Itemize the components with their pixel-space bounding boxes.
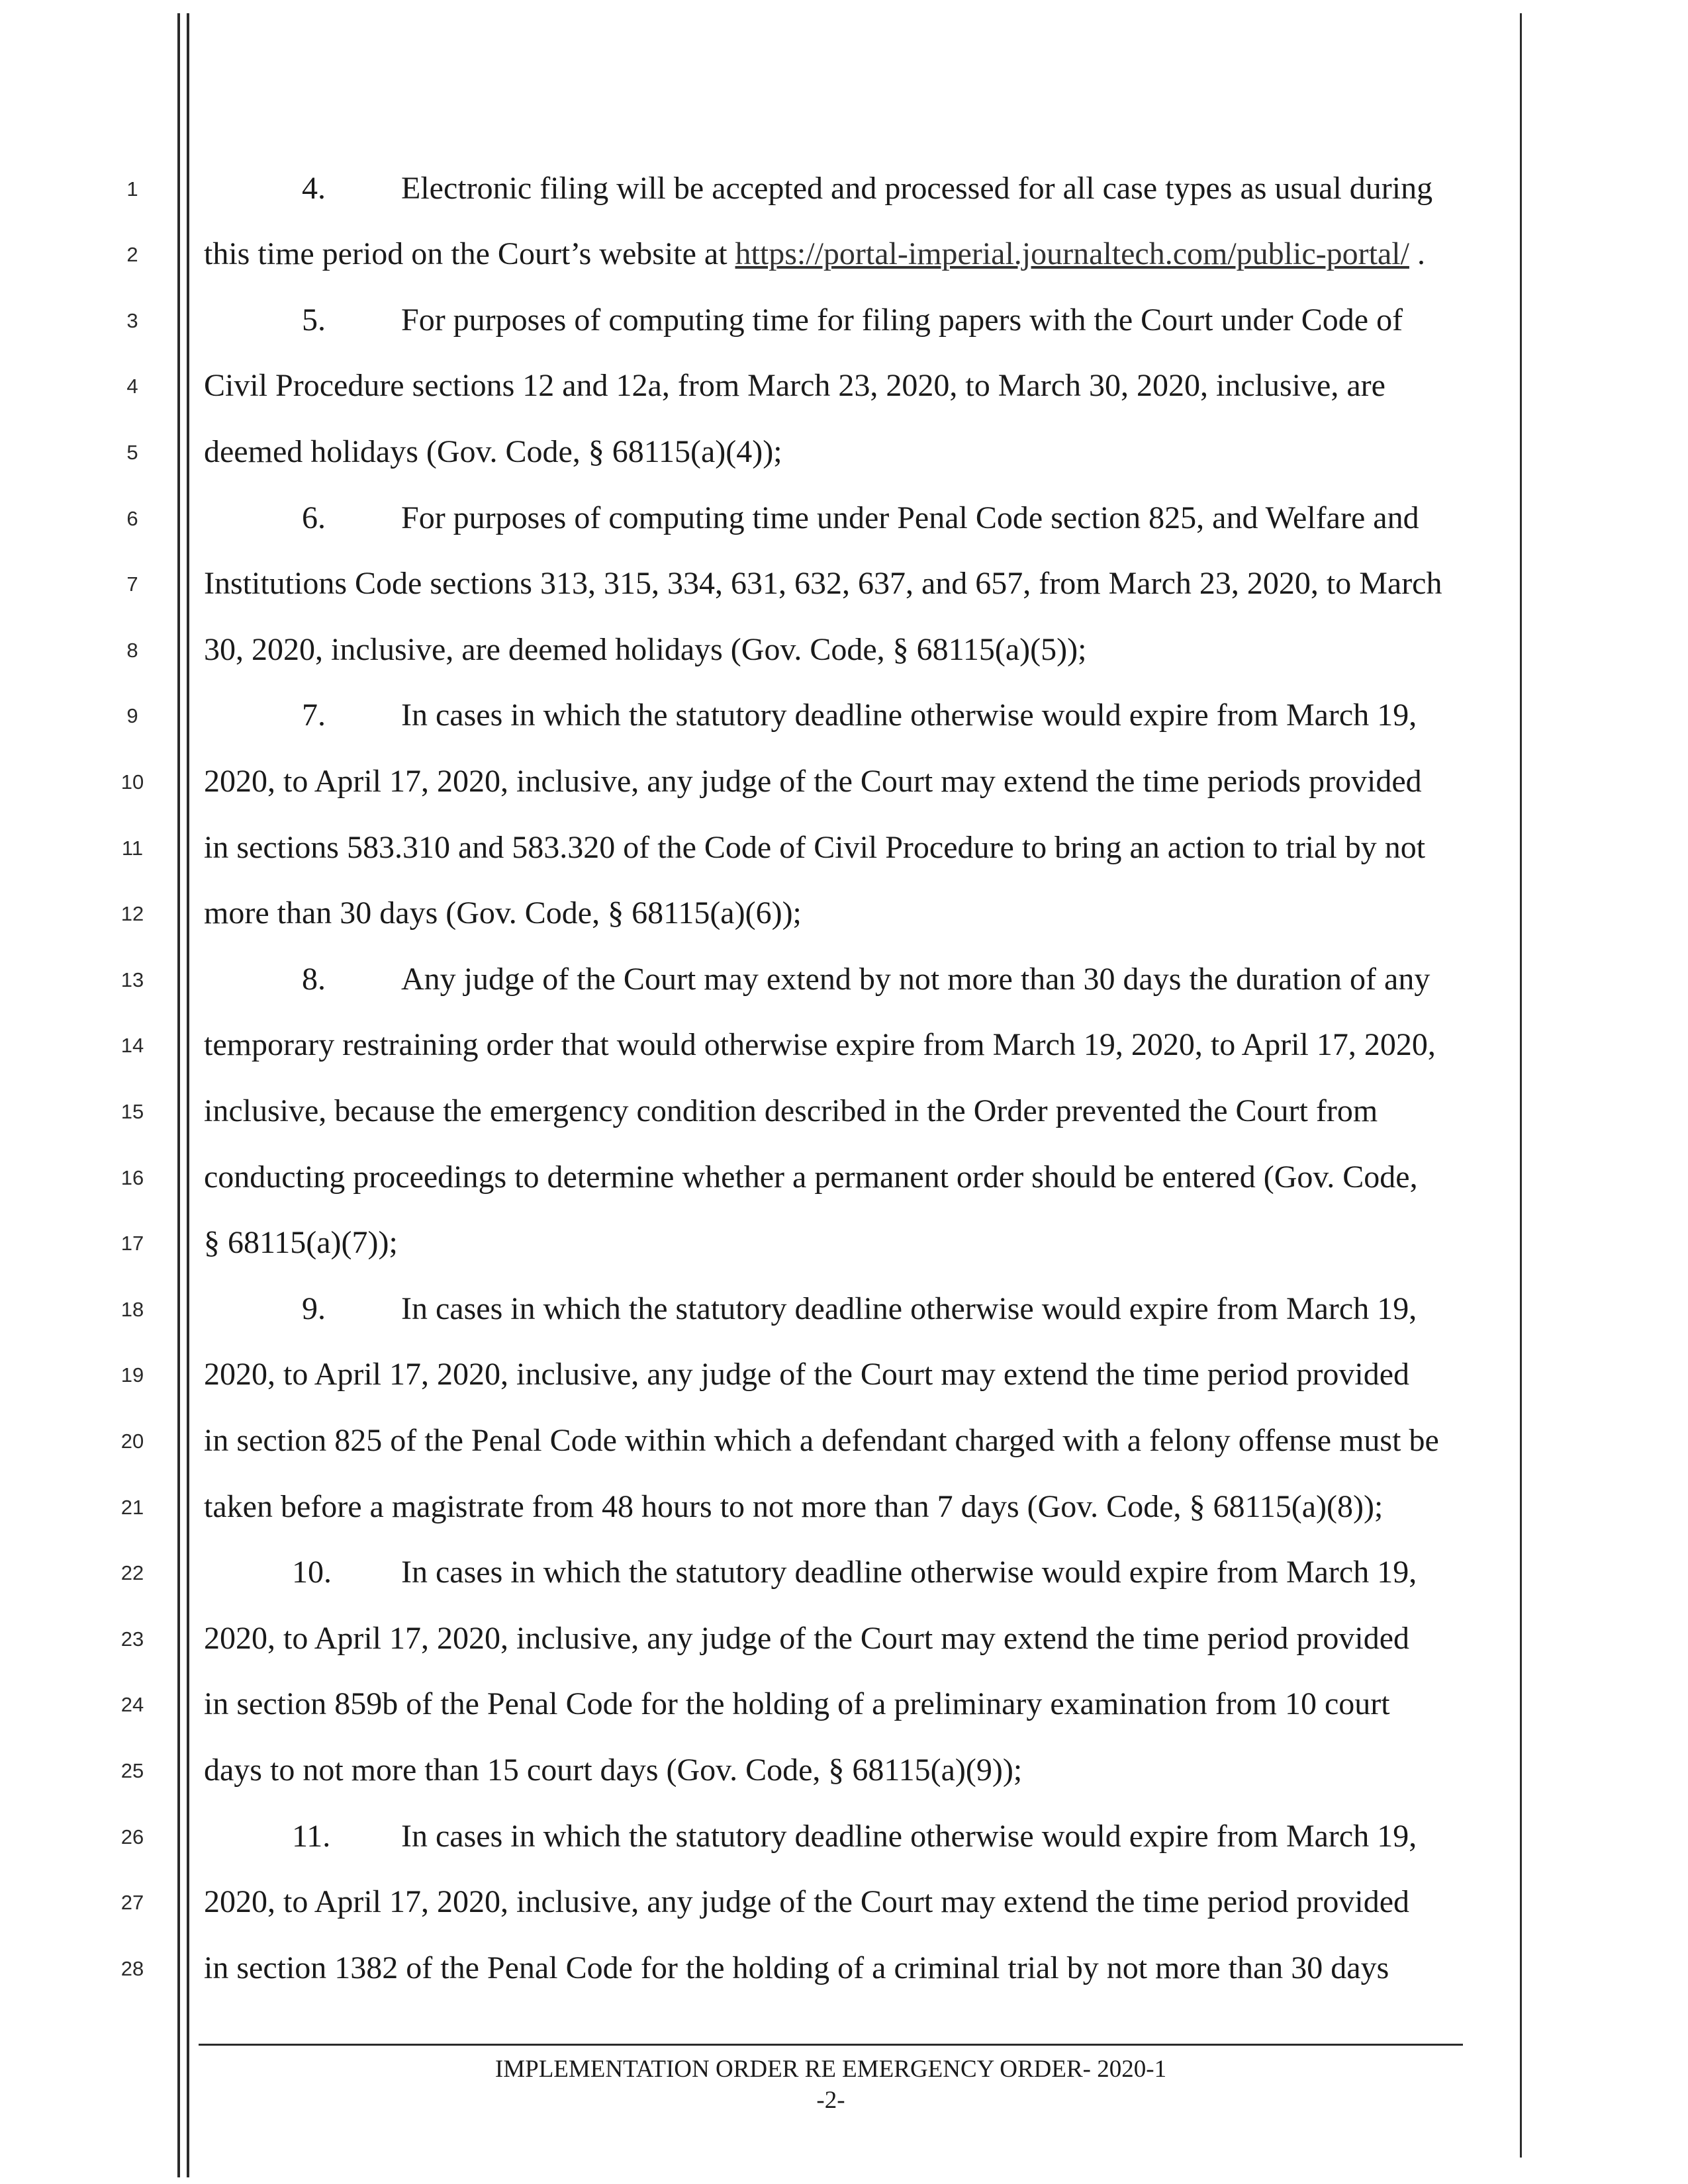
paragraph-9-line-4: taken before a magistrate from 48 hours to not more than 7 days (Gov. Code, § 68115(a)(8)); [204,1489,1383,1524]
line-number: 28 [120,1957,144,1980]
paragraph-text: In cases in which the statutory deadline otherwise would expire from March 19, [401,1291,1417,1326]
paragraph-text: Electronic filing will be accepted and processed for all case types as usual during [401,171,1433,206]
line-number: 1 [126,177,138,201]
paragraph-number: 10. [292,1555,332,1590]
paragraph-number: 11. [292,1819,331,1854]
line-number: 13 [120,968,144,991]
line-number: 27 [120,1891,144,1914]
line-number: 12 [120,902,144,925]
paragraph-6-line-3: 30, 2020, inclusive, are deemed holidays (Gov. Code, § 68115(a)(5)); [204,632,1087,667]
line-number: 3 [126,309,138,332]
line-number: 6 [126,507,138,530]
paragraph-text: In cases in which the statutory deadline otherwise would expire from March 19, [401,1555,1417,1590]
paragraph-number: 9. [302,1291,326,1326]
paragraph-8-line-1 [204,964,1430,995]
paragraph-6-line-1 [204,502,1419,534]
line-number: 26 [120,1825,144,1848]
paragraph-text: this time period on the Court’s website at [204,236,735,271]
paragraph-text: For purposes of computing time under Penal Code section 825, and Welfare and [401,500,1419,535]
paragraph-6-line-2: Institutions Code sections 313, 315, 334, 631, 632, 637, and 657, from March 23, 2020, to March [204,566,1442,601]
court-portal-link[interactable]: https://portal-imperial.journaltech.com/public-portal/ [735,236,1409,271]
paragraph-9-line-3: in section 825 of the Penal Code within which a defendant charged with a felony offense must be [204,1423,1439,1458]
left-margin-rule-inner [187,13,189,2177]
paragraph-text: For purposes of computing time for filing papers with the Court under Code of [401,302,1403,338]
line-number: 16 [120,1166,144,1189]
page-number: -2- [816,2087,845,2114]
footer-title: IMPLEMENTATION ORDER RE EMERGENCY ORDER- 2020-1 [494,2056,1167,2083]
paragraph-text: Any judge of the Court may extend by not more than 30 days the duration of any [401,962,1430,997]
line-number: 23 [120,1627,144,1651]
line-number: 24 [120,1693,144,1716]
paragraph-8-line-4: conducting proceedings to determine whether a permanent order should be entered (Gov. Code, [204,1160,1418,1195]
line-number: 14 [120,1034,144,1057]
paragraph-number: 6. [302,500,326,535]
paragraph-4-line-1 [204,173,1432,205]
paragraph-10-line-1 [204,1557,1417,1588]
footer-rule [199,2044,1463,2046]
paragraph-11-line-1 [204,1821,1417,1852]
paragraph-11-line-2: 2020, to April 17, 2020, inclusive, any judge of the Court may extend the time period provided [204,1884,1409,1919]
paragraph-number: 4. [302,171,326,206]
line-number: 20 [120,1430,144,1453]
paragraph-7-line-2: 2020, to April 17, 2020, inclusive, any judge of the Court may extend the time periods provided [204,764,1422,799]
line-number: 15 [120,1100,144,1123]
paragraph-8-line-3: inclusive, because the emergency condition described in the Order prevented the Court from [204,1093,1378,1128]
line-number: 7 [126,572,138,596]
line-number: 5 [126,441,138,464]
paragraph-4-line-2 [204,238,1425,270]
paragraph-8-line-2: temporary restraining order that would otherwise expire from March 19, 2020, to April 17, 2020, [204,1027,1436,1062]
line-number: 19 [120,1363,144,1387]
line-number: 8 [126,639,138,662]
paragraph-number: 8. [302,962,326,997]
paragraph-number: 7. [302,698,326,733]
right-margin-rule [1520,13,1522,2158]
paragraph-text: . [1409,236,1425,271]
paragraph-7-line-1 [204,700,1417,731]
paragraph-7-line-4: more than 30 days (Gov. Code, § 68115(a)(6)); [204,895,802,931]
line-number: 25 [120,1759,144,1782]
paragraph-7-line-3: in sections 583.310 and 583.320 of the Code of Civil Procedure to bring an action to trial by not [204,830,1426,865]
line-number: 11 [121,837,144,860]
paragraph-10-line-4: days to not more than 15 court days (Gov. Code, § 68115(a)(9)); [204,1752,1023,1788]
paragraph-5-line-1 [204,304,1403,336]
paragraph-11-line-3: in section 1382 of the Penal Code for the holding of a criminal trial by not more than 30 days [204,1950,1389,1985]
paragraph-9-line-2: 2020, to April 17, 2020, inclusive, any judge of the Court may extend the time period provided [204,1357,1409,1392]
paragraph-10-line-2: 2020, to April 17, 2020, inclusive, any judge of the Court may extend the time period provided [204,1621,1409,1656]
line-number: 4 [126,375,138,398]
paragraph-5-line-2: Civil Procedure sections 12 and 12a, from March 23, 2020, to March 30, 2020, inclusive, are [204,368,1385,403]
paragraph-number: 5. [302,302,326,338]
paragraph-5-line-3: deemed holidays (Gov. Code, § 68115(a)(4)); [204,434,782,469]
paragraph-8-line-5: § 68115(a)(7)); [204,1225,398,1260]
line-number: 9 [126,704,138,727]
line-number: 17 [120,1232,144,1255]
line-number: 22 [120,1561,144,1584]
left-margin-rule [177,13,180,2177]
line-number: 18 [120,1298,144,1321]
paragraph-text: In cases in which the statutory deadline otherwise would expire from March 19, [401,1819,1417,1854]
line-number: 21 [120,1496,144,1519]
paragraph-text: In cases in which the statutory deadline otherwise would expire from March 19, [401,698,1417,733]
paragraph-10-line-3: in section 859b of the Penal Code for the holding of a preliminary examination from 10 court [204,1686,1390,1721]
line-number: 10 [120,770,144,794]
paragraph-9-line-1 [204,1293,1417,1325]
line-number: 2 [126,243,138,266]
